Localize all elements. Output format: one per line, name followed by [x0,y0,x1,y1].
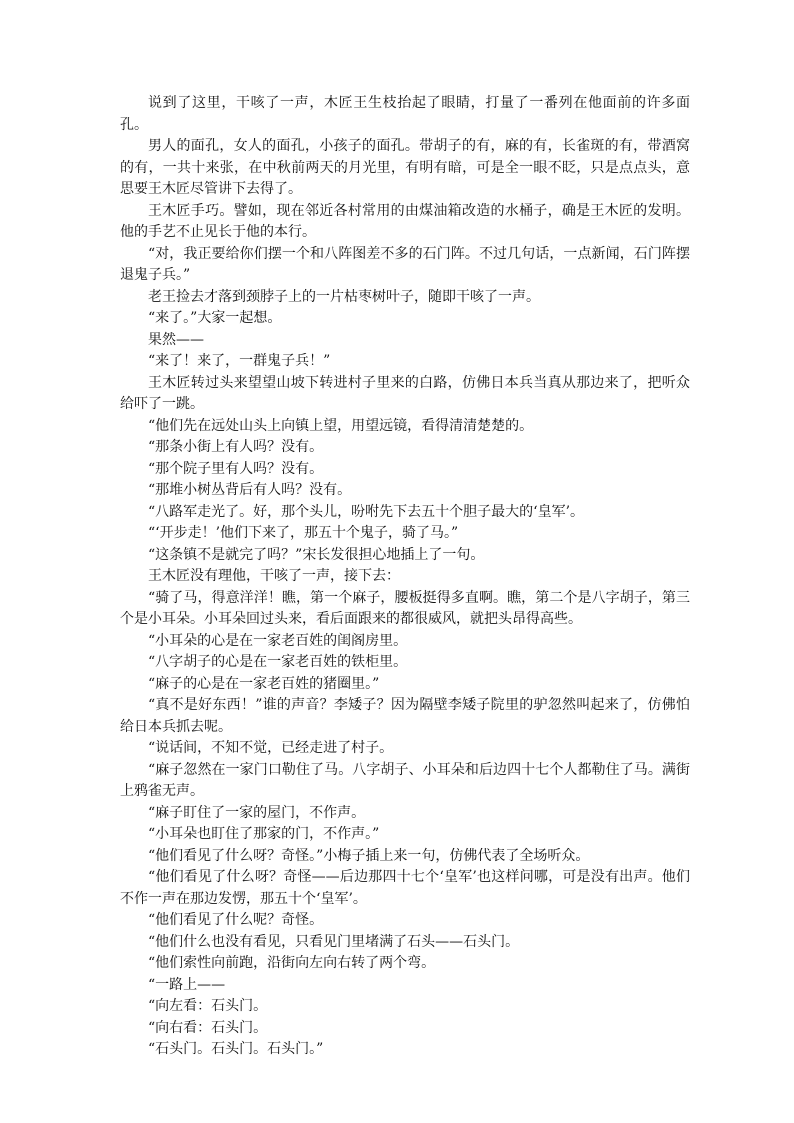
paragraph-23: “说话间，不知不觉，已经走进了村子。 [148,740,394,756]
paragraph-28: “他们看见了什么呀？奇怪——后边那四十七个‘皇军’也这样问哪，可是没有出声。他们不作一声在那边发愣，那五十个‘皇军’。 [120,869,690,907]
paragraph-13: “那堆小树丛背后有人吗？没有。 [148,482,352,498]
paragraph-7: 果然—— [148,331,204,348]
paragraph-20: “八字胡子的心是在一家老百姓的铁柜里。 [148,654,408,670]
paragraph-26: “小耳朵也盯住了那家的门，不作声。” [148,826,380,842]
paragraph-4: “对，我正要给你们摆一个和八阵图差不多的石门阵。不过几句话，一点新闻，石门阵摆退鬼子兵。” [120,245,690,283]
paragraph-8: “来了！来了，一群鬼子兵！” [148,353,331,369]
paragraph-17: 王木匠没有理他，干咳了一声，接下去： [148,568,400,584]
paragraph-12: “那个院子里有人吗？没有。 [148,460,324,477]
paragraph-2: 男人的面孔，女人的面孔，小孩子的面孔。带胡子的有，麻的有，长雀斑的有，带酒窝的有，一共十来张，在中秋前两天的月光里，有明有暗，可是全一眼不眨，只是点点头，意思要王木匠尽管讲下去得了。 [120,138,690,197]
paragraph-35: “石头门。石头门。石头门。” [148,1041,324,1057]
paragraph-6: “来了。”大家一起想。 [148,310,282,326]
paragraph-1: 说到了这里，干咳了一声，木匠王生枝抬起了眼睛，打量了一番列在他面前的许多面孔。 [120,95,690,133]
paragraph-31: “他们索性向前跑，沿街向左向右转了两个弯。 [148,955,436,971]
paragraph-30: “他们什么也没有看见，只看见门里堵满了石头——石头门。 [148,933,520,950]
paragraph-27: “他们看见了什么呀？奇怪。”小梅子插上来一句，仿佛代表了全场听众。 [148,847,590,864]
paragraph-24: “麻子忽然在一家门口勒住了马。八字胡子、小耳朵和后边四十七个人都勒住了马。满街上鸦雀无声。 [120,761,690,799]
paragraph-15: “‘开步走！’他们下来了，那五十个鬼子，骑了马。” [148,525,459,541]
paragraph-29: “他们看见了什么呢？奇怪。 [148,912,324,928]
paragraph-3: 王木匠手巧。譬如，现在邻近各村常用的由煤油箱改造的水桶子，确是王木匠的发明。他的手艺不止见长于他的本行。 [120,202,690,240]
document-page [120,93,690,1061]
paragraph-18: “骑了马，得意洋洋！瞧，第一个麻子，腰板挺得多直啊。瞧，第二个是八字胡子，第三个是小耳朵。小耳朵回过头来，看后面跟来的都很威风，就把头昂得高些。 [120,589,690,627]
paragraph-16: “这条镇不是就完了吗？”宋长发很担心地插上了一句。 [148,546,485,563]
paragraph-34: “向右看：石头门。 [148,1019,268,1036]
paragraph-9: 王木匠转过头来望望山坡下转进村子里来的白路，仿佛日本兵当真从那边来了，把听众给吓了一跳。 [120,374,690,412]
paragraph-21: “麻子的心是在一家老百姓的猪圈里。” [148,675,380,692]
paragraph-25: “麻子盯住了一家的屋门，不作声。 [148,804,366,821]
paragraph-10: “他们先在远处山头上向镇上望，用望远镜，看得清清楚楚的。 [148,417,534,434]
paragraph-32: “一路上—— [148,976,226,993]
paragraph-5: 老王捡去才落到颈脖子上的一片枯枣树叶子，随即干咳了一声。 [148,288,540,305]
paragraph-19: “小耳朵的心是在一家老百姓的闺阁房里。 [148,632,408,649]
paragraph-14: “八路军走光了。好，那个头儿，吩咐先下去五十个胆子最大的‘皇军’。 [148,503,585,520]
paragraph-22: “真不是好东西！”谁的声音？李矮子？因为隔壁李矮子院里的驴忽然叫起来了，仿佛怕给日本兵抓去呢。 [120,697,690,735]
paragraph-11: “那条小街上有人吗？没有。 [148,439,324,455]
paragraph-33: “向左看：石头门。 [148,998,268,1014]
